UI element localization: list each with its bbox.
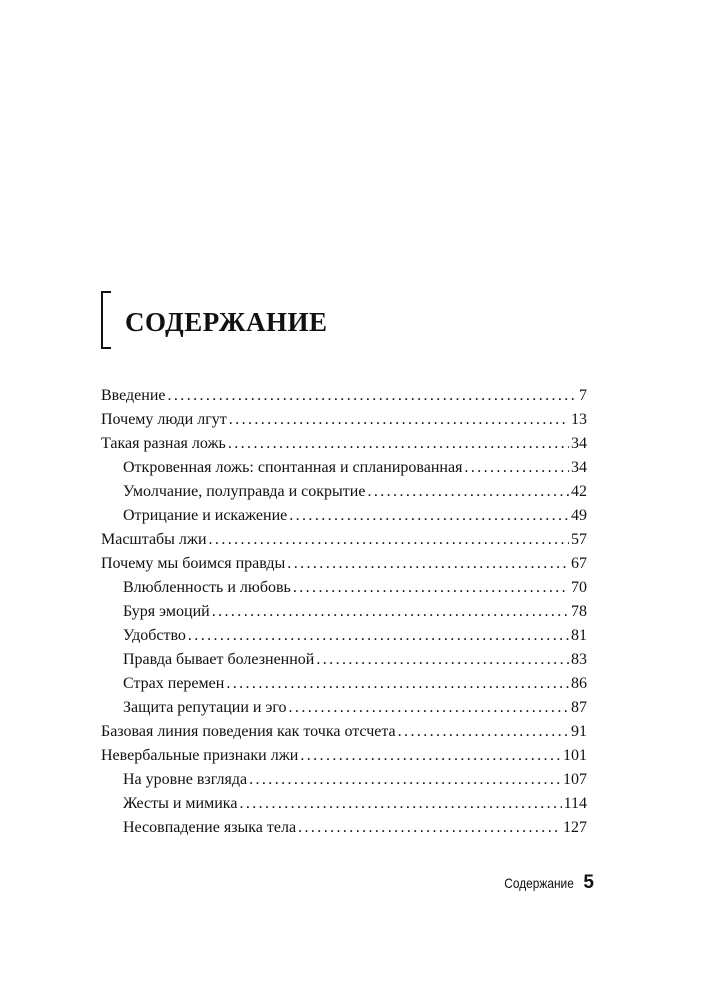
toc-dot-leader (298, 816, 561, 840)
title-block (101, 290, 328, 350)
toc-subentry (101, 576, 587, 600)
toc-subentry (101, 768, 587, 792)
toc-entry (101, 432, 587, 456)
toc-dot-leader (209, 528, 569, 552)
toc-dot-leader (229, 408, 569, 432)
toc-entry-label: Умолчание, полуправда и сокрытие (123, 483, 366, 500)
toc-entry-page-number: 127 (563, 819, 587, 836)
toc-entry (101, 384, 587, 408)
toc-entry-label: Правда бывает болезненной (123, 651, 315, 668)
toc-subentry (101, 696, 587, 720)
toc-dot-leader (300, 744, 561, 768)
toc-subentry (101, 672, 587, 696)
toc-entry-label: Масштабы лжи (101, 531, 207, 548)
toc-dot-leader (239, 792, 561, 816)
toc-entry-label: Базовая линия поведения как точка отсчета (101, 723, 396, 740)
toc-subentry (101, 624, 587, 648)
toc-subentry (101, 480, 587, 504)
toc-subentry (101, 816, 587, 840)
toc-dot-leader (464, 456, 569, 480)
toc-subentry (101, 792, 587, 816)
toc-subentry (101, 456, 587, 480)
toc-entry-label: Откровенная ложь: спонтанная и спланированная (123, 459, 463, 476)
toc-entry-page-number: 101 (563, 747, 587, 764)
toc-entry-label: Невербальные признаки лжи (101, 747, 299, 764)
toc-dot-leader (226, 672, 569, 696)
toc-entry-page-number: 91 (571, 723, 587, 740)
toc-dot-leader (367, 480, 569, 504)
toc-entry (101, 408, 587, 432)
toc-entry-page-number: 7 (579, 387, 587, 404)
toc-entry-label: Почему мы боимся правды (101, 555, 286, 572)
toc-entry-label: Введение (101, 387, 166, 404)
toc-entry (101, 744, 587, 768)
toc-dot-leader (287, 552, 569, 576)
toc-entry-label: Удобство (123, 627, 186, 644)
toc-entry-label: Жесты и мимика (123, 795, 238, 812)
toc-entry-label: На уровне взгляда (123, 771, 248, 788)
toc-entry (101, 552, 587, 576)
toc-entry-page-number: 107 (563, 771, 587, 788)
toc-dot-leader (398, 720, 569, 744)
toc-entry-label: Влюбленность и любовь (123, 579, 291, 596)
toc-subentry (101, 648, 587, 672)
toc-entry-label: Несовпадение языка тела (123, 819, 297, 836)
toc-dot-leader (168, 384, 578, 408)
toc-entry-page-number: 86 (571, 675, 587, 692)
toc-subentry (101, 600, 587, 624)
toc-entry-label: Почему люди лгут (101, 411, 227, 428)
toc-entry-page-number: 49 (571, 507, 587, 524)
toc-entry-page-number: 81 (571, 627, 587, 644)
toc-entry-label: Буря эмоций (123, 603, 210, 620)
running-footer (492, 872, 594, 894)
toc-entry-page-number: 13 (571, 411, 587, 428)
footer-section-title: Содержание (503, 875, 574, 891)
toc-dot-leader (188, 624, 569, 648)
toc-dot-leader (316, 648, 569, 672)
toc-entry-page-number: 42 (571, 483, 587, 500)
toc-entry-page-number: 78 (571, 603, 587, 620)
page-title: СОДЕРЖАНИЕ (125, 306, 328, 337)
toc-entry-label: Отрицание и искажение (123, 507, 288, 524)
toc-entry (101, 720, 587, 744)
toc-entry-page-number: 57 (571, 531, 587, 548)
toc-dot-leader (228, 432, 569, 456)
footer-page-number: 5 (583, 872, 594, 893)
toc-dot-leader (289, 504, 569, 528)
toc-entry-label: Такая разная ложь (101, 435, 226, 452)
toc-entry-label: Страх перемен (123, 675, 225, 692)
title-bracket-ornament (101, 291, 111, 349)
toc-dot-leader (289, 696, 569, 720)
toc-entry-page-number: 70 (571, 579, 587, 596)
toc-entry (101, 528, 587, 552)
toc-entry-label: Защита репутации и эго (123, 699, 287, 716)
table-of-contents (101, 384, 587, 840)
toc-subentry (101, 504, 587, 528)
toc-dot-leader (212, 600, 569, 624)
toc-entry-page-number: 67 (571, 555, 587, 572)
toc-entry-page-number: 34 (571, 435, 587, 452)
toc-entry-page-number: 114 (563, 795, 587, 812)
toc-entry-page-number: 83 (571, 651, 587, 668)
toc-dot-leader (293, 576, 569, 600)
toc-entry-page-number: 34 (571, 459, 587, 476)
toc-dot-leader (249, 768, 561, 792)
toc-entry-page-number: 87 (571, 699, 587, 716)
